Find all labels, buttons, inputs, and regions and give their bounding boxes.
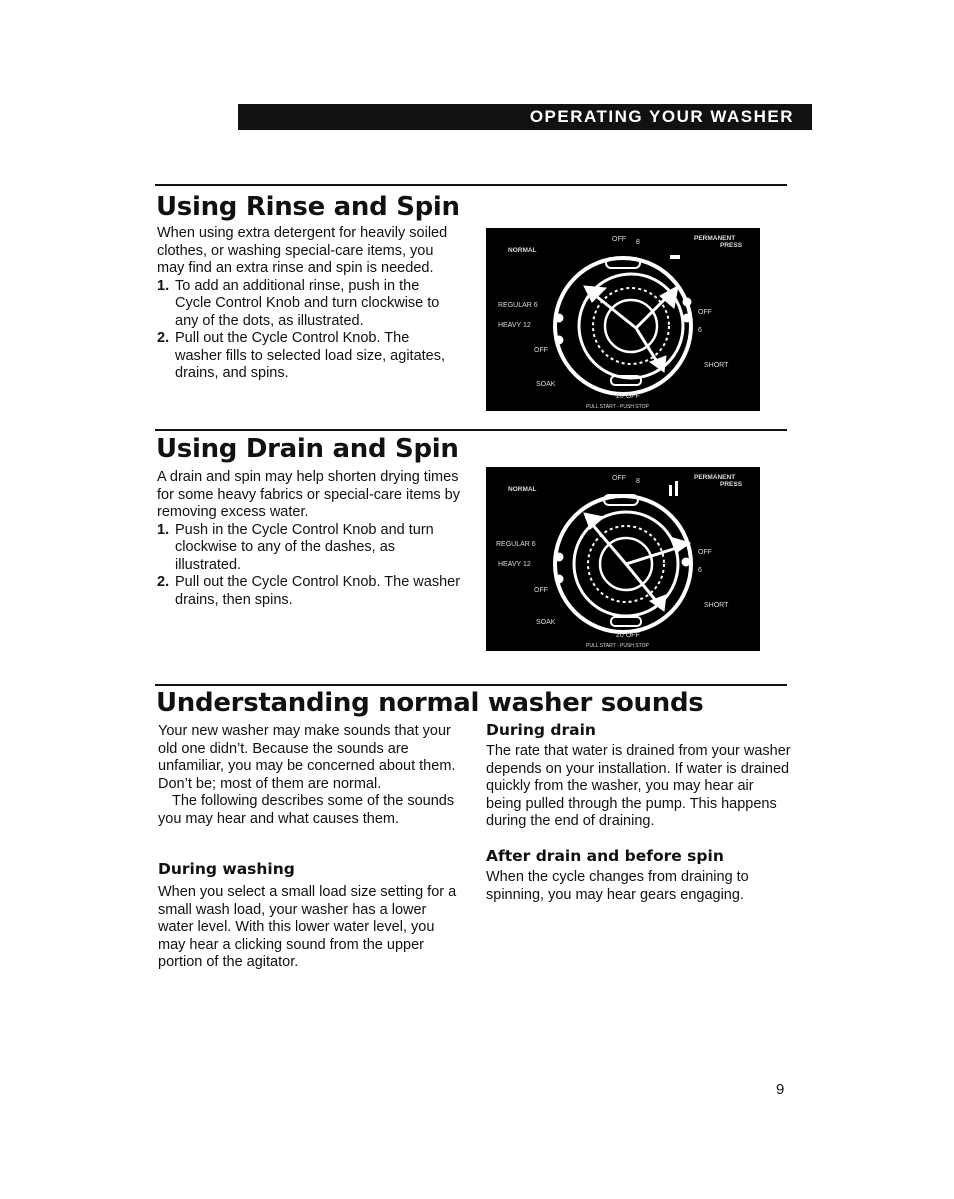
drain-spin-intro: A drain and spin may help shorten drying times for some heavy fabrics or special-care items by removing excess water.: [157, 469, 460, 520]
dial-label: 6: [698, 567, 702, 574]
dial-label: PERMANENT: [694, 235, 736, 242]
cycle-dial-illustration-dots: [486, 228, 760, 411]
section-header-bar: OPERATING YOUR WASHER: [238, 104, 812, 130]
sounds-intro-para: The following describes some of the sounds you may hear and what causes them.: [158, 793, 455, 827]
dial-label: OFF: [612, 236, 626, 243]
rinse-spin-body: [157, 225, 457, 383]
dial-label: 20 OFF: [616, 393, 640, 400]
after-drain-heading: After drain and before spin: [486, 847, 724, 865]
list-item: [157, 278, 457, 331]
section-rule: [155, 184, 787, 186]
dial-label: REGULAR 6: [498, 302, 538, 309]
during-washing-text: When you select a small load size setting for a small wash load, your washer has a lower water level. With this lower water level, you may hear a clicking sound from the upper portion of the agitator.: [158, 884, 457, 970]
step-number: 1.: [157, 521, 170, 538]
dial-label: PULL START - PUSH STOP: [586, 404, 649, 410]
section-rule: [155, 429, 787, 431]
list-item: [157, 330, 457, 383]
cycle-dial-illustration-dashes: [486, 467, 760, 651]
dial-label: REGULAR 6: [496, 541, 536, 548]
dial-label: NORMAL: [508, 247, 537, 254]
dial-label: PRESS: [720, 242, 743, 249]
dial-label: 8: [636, 239, 640, 246]
rinse-spin-steps: [157, 278, 457, 383]
dial-label: SOAK: [536, 619, 556, 626]
dial-label: OFF: [612, 475, 626, 482]
dial-label: OFF: [534, 587, 548, 594]
list-item: [157, 574, 462, 609]
dial-label: PULL START - PUSH STOP: [586, 643, 649, 649]
dial-label: SHORT: [704, 362, 729, 369]
step-text: Pull out the Cycle Control Knob. The washer drains, then spins.: [175, 574, 461, 608]
dial-label: SHORT: [704, 602, 729, 609]
page-number: 9: [776, 1081, 785, 1098]
section-rule: [155, 684, 787, 686]
dial-label: 6: [698, 327, 702, 334]
dial-label: HEAVY 12: [498, 322, 531, 329]
dial-label: 20 OFF: [616, 632, 640, 639]
dial-label: OFF: [698, 309, 712, 316]
list-item: [157, 522, 462, 575]
during-drain-heading: During drain: [486, 721, 596, 739]
washer-sounds-heading: Understanding normal washer sounds: [156, 688, 704, 718]
washer-sounds-intro: [158, 723, 458, 828]
dial-label: HEAVY 12: [498, 561, 531, 568]
step-number: 1.: [157, 277, 170, 294]
drain-spin-body: [157, 469, 462, 609]
rinse-spin-heading: Using Rinse and Spin: [156, 192, 460, 222]
dial-label: PRESS: [720, 481, 743, 488]
step-text: To add an additional rinse, push in the Cycle Control Knob and turn clockwise to any of the dots, as illustrated.: [175, 277, 440, 329]
drain-spin-heading: Using Drain and Spin: [156, 434, 459, 464]
dial-label: SOAK: [536, 381, 556, 388]
dial-label: OFF: [698, 549, 712, 556]
after-drain-text: When the cycle changes from draining to spinning, you may hear gears engaging.: [486, 869, 749, 903]
during-drain-text: The rate that water is drained from your washer depends on your installation. If water is drained quickly from the washer, you may hear air being pulled through the pump. This happens during the end of draining.: [486, 743, 791, 829]
sounds-intro-para: Your new washer may make sounds that your old one didn’t. Because the sounds are unfamiliar, you may be concerned about them. Don’t be; most of them are normal.: [158, 723, 456, 792]
dial-label: PERMANENT: [694, 474, 736, 481]
during-washing-heading: During washing: [158, 860, 295, 878]
rinse-spin-intro: When using extra detergent for heavily soiled clothes, or washing special-care items, you may find an extra rinse and spin is needed.: [157, 225, 448, 276]
dial-label: 8: [636, 478, 640, 485]
drain-spin-steps: [157, 522, 462, 610]
step-text: Push in the Cycle Control Knob and turn clockwise to any of the dashes, as illustrated.: [175, 521, 434, 573]
dial-label: NORMAL: [508, 486, 537, 493]
step-number: 2.: [157, 330, 170, 346]
step-number: 2.: [157, 574, 170, 590]
dial-label: OFF: [534, 347, 548, 354]
step-text: Pull out the Cycle Control Knob. The washer fills to selected load size, agitates, drains, and spins.: [175, 330, 445, 381]
